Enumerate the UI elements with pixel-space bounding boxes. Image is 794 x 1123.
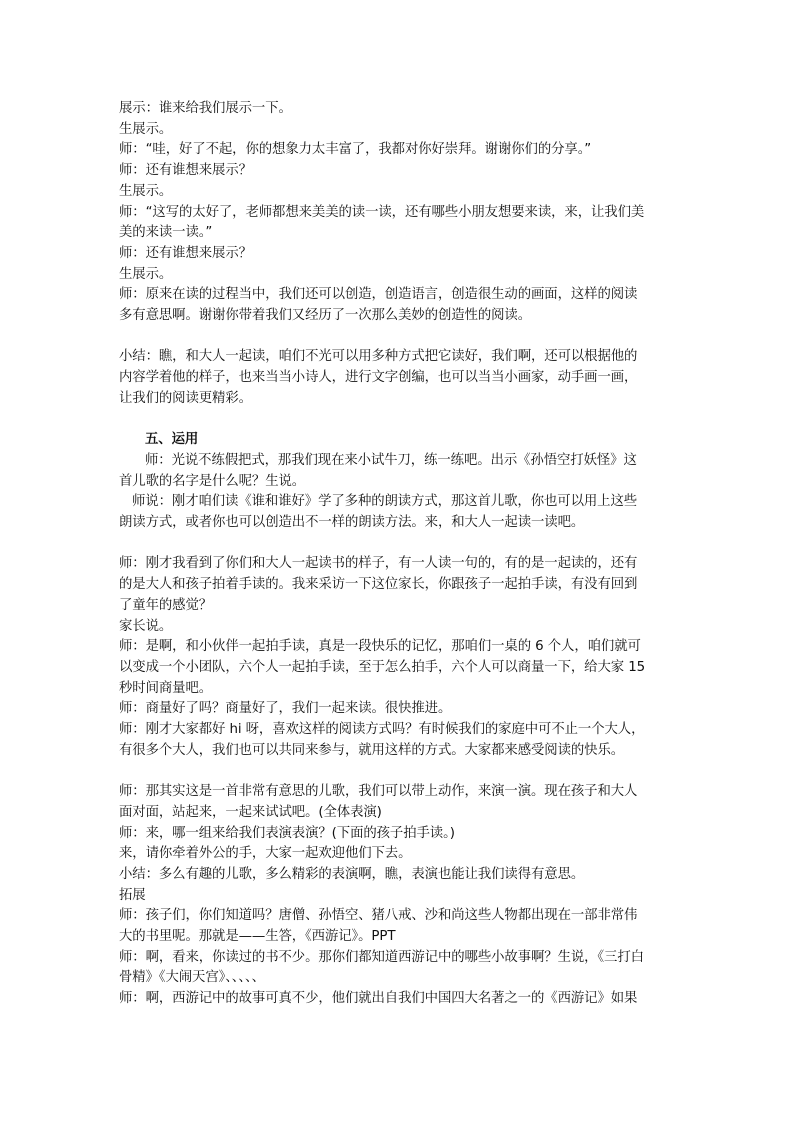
text-line: 首儿歌的名字是什么呢？生说。 — [119, 473, 306, 489]
text-line: 师：刚才我看到了你们和大人一起读书的样子，有一人读一句的，有的是一起读的，还有 — [119, 556, 638, 572]
text-line: 内容学着他的样子，也来当当小诗人，进行文字创编，也可以当当小画家，动手画一画， — [119, 370, 638, 386]
text-line: 美的来读一读。” — [119, 225, 213, 241]
text-line: 师：商量好了吗？商量好了，我们一起来读。很快推进。 — [119, 701, 452, 717]
text-line: 朗读方式，或者你也可以创造出不一样的朗读方法。来，和大人一起读一读吧。 — [119, 515, 585, 531]
text-line: 生展示。 — [119, 266, 173, 282]
blank-line — [119, 327, 679, 348]
text-line: 的是大人和孩子拍着手读的。我来采访一下这位家长，你跟孩子一起拍手读，有没有回到 — [119, 577, 638, 593]
text-line: 师：光说不练假把式，那我们现在来小试牛刀，练一练吧。出示《孙悟空打妖怪》这 — [145, 452, 637, 468]
blank-line — [119, 534, 679, 555]
text-line: 小结：瞧，和大人一起读，咱们不光可以用多种方式把它读好，我们啊，还可以根据他的 — [119, 349, 638, 365]
text-line: 师：刚才大家都好 hi 呀，喜欢这样的阅读方式吗？有时候我们的家庭中可不止一个大人， — [119, 722, 645, 738]
text-line: 师：“哇，好了不起，你的想象力太丰富了，我都对你好崇拜。谢谢你们的分享。” — [119, 142, 592, 158]
text-line: 小结：多么有趣的儿歌，多么精彩的表演啊，瞧，表演也能让我们读得有意思。 — [119, 866, 585, 882]
text-line: 让我们的阅读更精彩。 — [119, 390, 252, 406]
text-line: 师：那其实这是一首非常有意思的儿歌，我们可以带上动作，来演一演。现在孩子和大人 — [119, 784, 638, 800]
text-line: 家长说。 — [119, 618, 173, 634]
text-line: 多有意思啊。谢谢你带着我们又经历了一次那么美妙的创造性的阅读。 — [119, 308, 532, 324]
text-line: 师：来，哪一组来给我们表演表演？(下面的孩子拍手读。) — [119, 825, 455, 841]
text-line: 了童年的感觉？ — [119, 597, 213, 613]
text-line: 展示：谁来给我们展示一下。 — [119, 101, 292, 116]
text-line: 师：是啊，和小伙伴一起拍手读，真是一段快乐的记忆，那咱们一桌的 6 个人，咱们就可 — [119, 639, 641, 655]
text-line: 以变成一个小团队，六个人一起拍手读，至于怎么拍手，六个人可以商量一下，给大家 15 — [119, 659, 646, 675]
text-line: 师说：刚才咱们读《谁和谁好》学了多种的朗读方式，那这首儿歌，你也可以用上这些 — [132, 494, 638, 510]
text-line: 大的书里呢。那就是——生答，《西游记》。PPT — [119, 929, 396, 945]
blank-line — [119, 761, 679, 782]
section-heading: 五、运用 — [145, 432, 199, 448]
text-line: 师：原来在读的过程当中，我们还可以创造，创造语言，创造很生动的画面，这样的阅读 — [119, 287, 638, 303]
text-line: 有很多个大人，我们也可以共同来参与，就用这样的方式。大家都来感受阅读的快乐。 — [119, 742, 625, 758]
text-line: 生展示。 — [119, 121, 173, 137]
text-line: 师：“这写的太好了，老师都想来美美的读一读，还有哪些小朋友想要来读，来，让我们美 — [119, 204, 645, 220]
text-line: 师：啊，看来，你读过的书不少。那你们都知道西游记中的哪些小故事啊？生说，《三打白 — [119, 949, 644, 965]
text-line: 师：啊，西游记中的故事可真不少，他们就出自我们中国四大名著之一的《西游记》如果 — [119, 991, 638, 1007]
text-line: 面对面，站起来，一起来试试吧。(全体表演) — [119, 804, 382, 820]
text-line: 骨精》《大闹天宫》、、、、、 — [119, 970, 265, 986]
document-body — [119, 99, 679, 1010]
text-line: 生展示。 — [119, 183, 173, 199]
text-line: 来，请你牵着外公的手，大家一起欢迎他们下去。 — [119, 846, 412, 862]
text-line: 秒时间商量吧。 — [119, 680, 213, 696]
subsection-label: 拓展 — [119, 887, 146, 903]
text-line: 师：孩子们，你们知道吗？唐僧、孙悟空、猪八戒、沙和尚这些人物都出现在一部非常伟 — [119, 908, 638, 924]
text-line: 师：还有谁想来展示？ — [119, 245, 252, 261]
text-line: 师：还有谁想来展示？ — [119, 163, 252, 179]
blank-line — [119, 410, 679, 431]
